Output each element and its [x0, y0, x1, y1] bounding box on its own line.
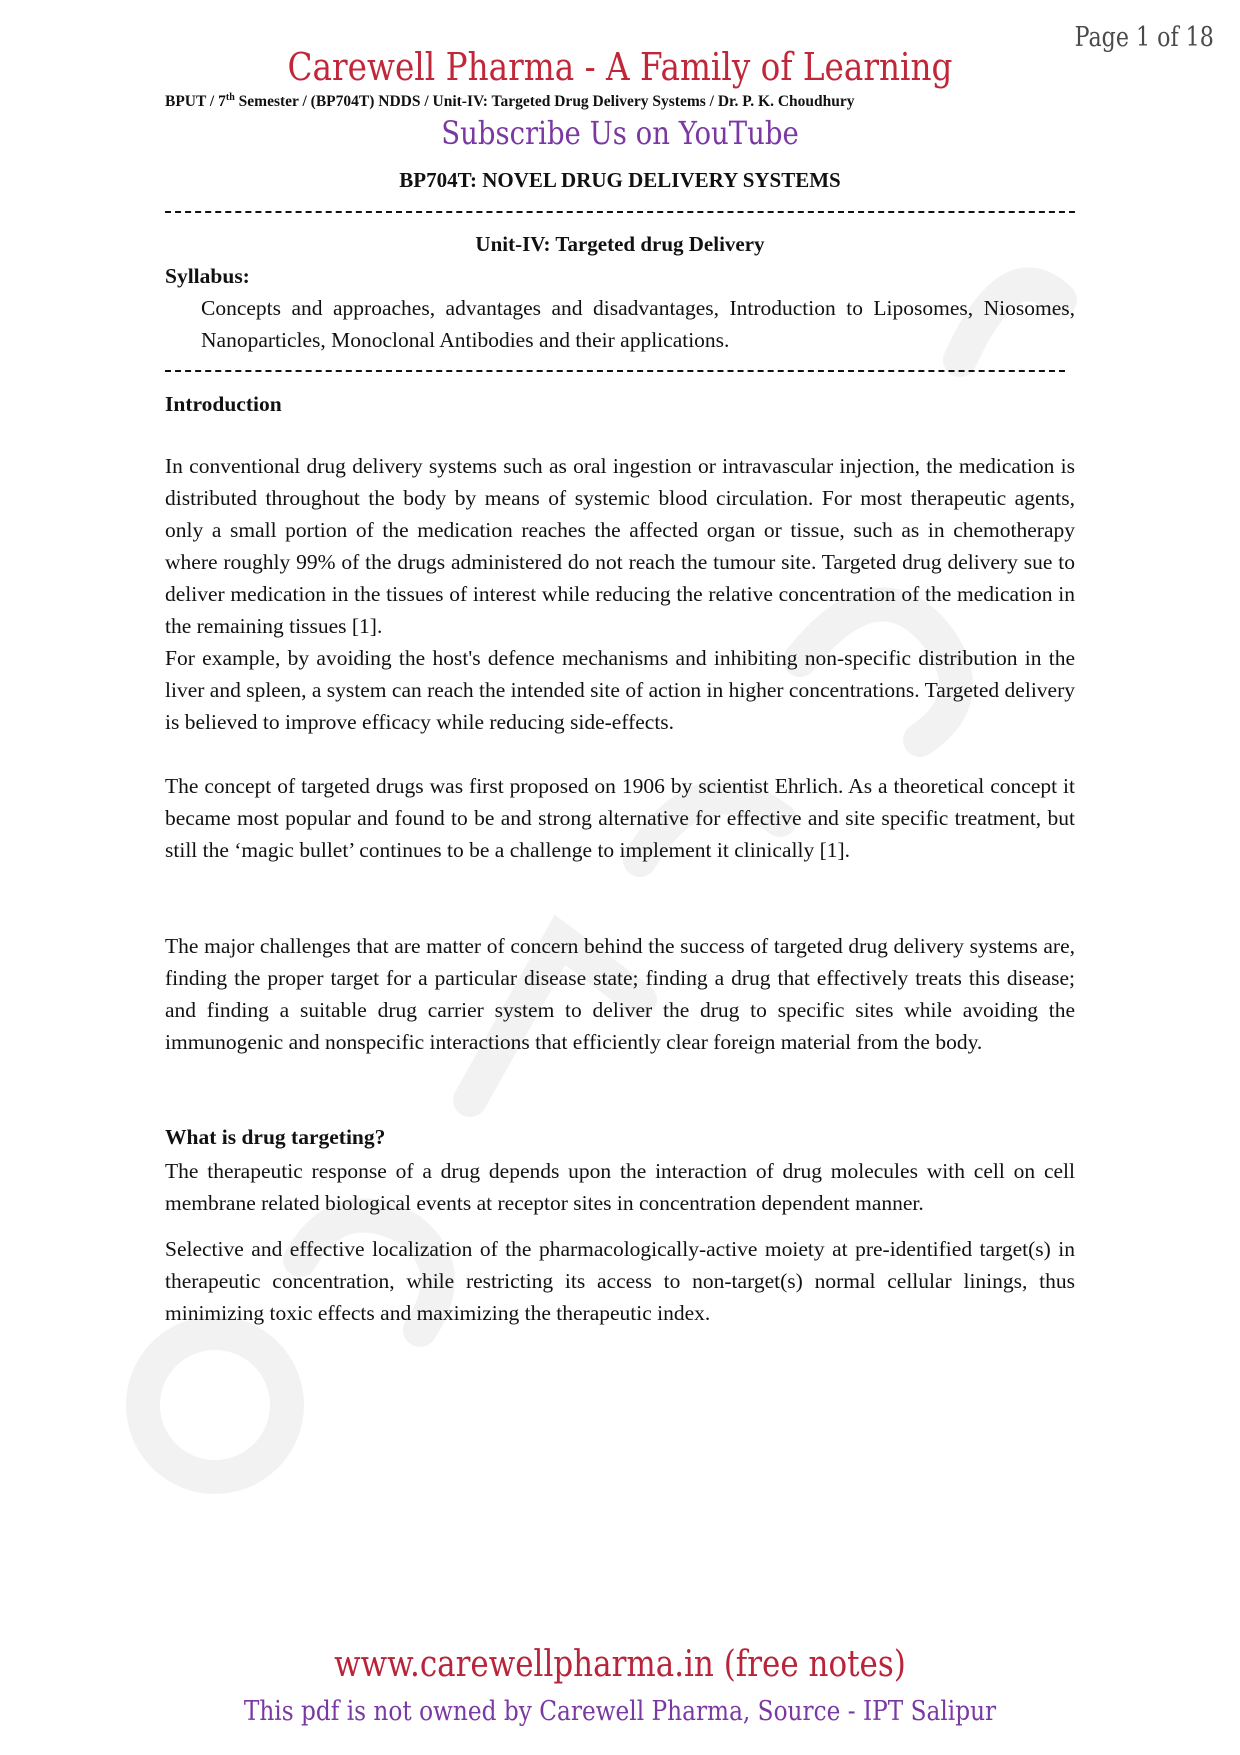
paragraph: The therapeutic response of a drug depends upon the interaction of drug molecules with cell on cell membrane related biological events at receptor sites in concentration dependent manner. — [165, 1159, 1075, 1215]
subscribe-link[interactable]: Subscribe Us on YouTube — [441, 114, 799, 152]
unit-title: Unit-IV: Targeted drug Delivery — [475, 232, 765, 256]
paragraph: For example, by avoiding the host's defence mechanisms and inhibiting non-specific distribution in the liver and spleen, a system can reach the intended site of action in higher concentrations. Targeted delivery is believed to improve efficacy while reducing side-effects. — [165, 646, 1075, 734]
drug-targeting-heading: What is drug targeting? — [165, 1125, 386, 1149]
introduction-heading: Introduction — [165, 392, 282, 416]
watermark-ring — [143, 1333, 287, 1477]
brand-banner[interactable]: Carewell Pharma - A Family of Learning — [287, 45, 953, 89]
footer-site-link[interactable]: www.carewellpharma.in (free notes) — [334, 1644, 906, 1685]
divider — [165, 211, 1075, 213]
syllabus-text: Concepts and approaches, advantages and disadvantages, Introduction to Liposomes, Niosomes, Nanoparticles, Monoclonal Antibodies and their applications. — [201, 296, 1075, 352]
running-header-rest: Semester / (BP704T) NDDS / Unit-IV: Targeted Drug Delivery Systems / Dr. P. K. Choudhury — [234, 93, 855, 110]
paragraph: In conventional drug delivery systems such as oral ingestion or intravascular injection, the medication is distributed throughout the body by means of systemic blood circulation. For most therapeutic agents, only a small portion of the medication reaches the affected organ or tissue, such as in chemotherapy where roughly 99% of the drugs administered do not reach the tumour site. Targeted drug delivery sue to deliver medication in the tissues of interest while reducing the relative concentration of the medication in the remaining tissues [1]. — [165, 454, 1075, 638]
paragraph: Selective and effective localization of the pharmacologically-active moiety at pre-identified target(s) in therapeutic concentration, while restricting its access to non-target(s) normal cellular linings, thus minimizing toxic effects and maximizing the therapeutic index. — [165, 1237, 1075, 1325]
syllabus-heading: Syllabus: — [165, 264, 250, 288]
running-header-prefix: BPUT / 7 — [165, 93, 226, 110]
footer-note: This pdf is not owned by Carewell Pharma, Source - IPT Salipur — [243, 1696, 997, 1727]
document-title: BP704T: NOVEL DRUG DELIVERY SYSTEMS — [399, 168, 841, 192]
page-indicator: Page 1 of 18 — [1074, 22, 1214, 53]
paragraph: The major challenges that are matter of concern behind the success of targeted drug delivery systems are, finding the proper target for a particular disease state; finding a drug that effectively treats this disease; and finding a suitable drug carrier system to deliver the drug to specific sites while avoiding the immunogenic and nonspecific interactions that efficiently clear foreign material from the body. — [165, 934, 1075, 1054]
running-header-sup: th — [225, 91, 235, 103]
paragraph: The concept of targeted drugs was first proposed on 1906 by scientist Ehrlich. As a theoretical concept it became most popular and found to be and strong alternative for effective and site specific treatment, but still the ‘magic bullet’ continues to be a challenge to implement it clinically [1]. — [165, 774, 1075, 862]
running-header — [165, 92, 855, 112]
divider — [165, 370, 1065, 372]
